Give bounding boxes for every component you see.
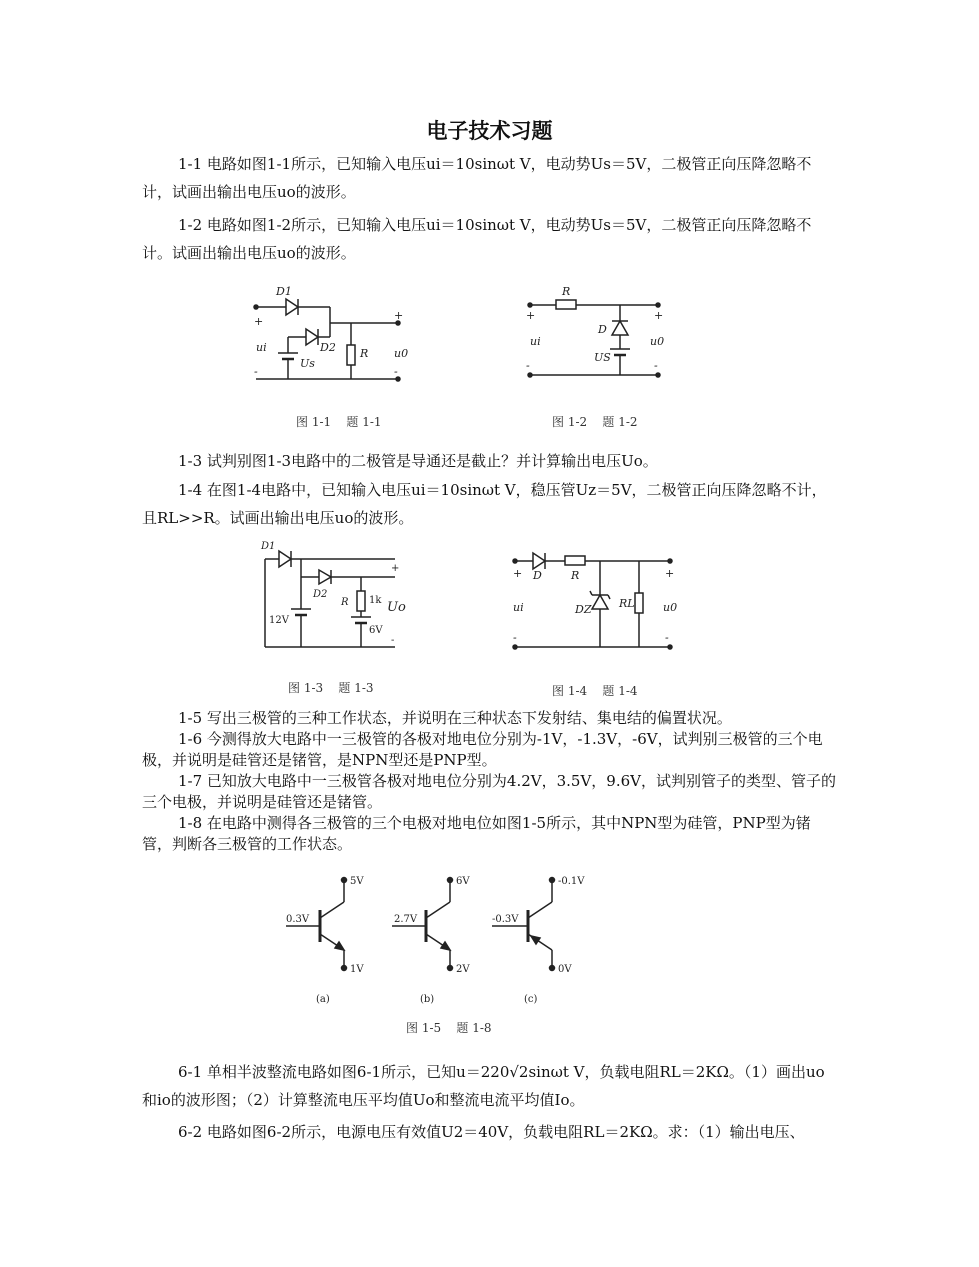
label-c-collector: -0.1V <box>558 876 585 887</box>
label-dz: DZ <box>575 603 592 616</box>
label-a-tag: (a) <box>316 994 330 1005</box>
label-b-collector: 6V <box>456 876 470 887</box>
problem-1-3: 1-3 试判别图1-3电路中的二极管是导通还是截止？并计算输出电压Uo。 <box>178 452 658 470</box>
label-a-base: 0.3V <box>286 914 310 925</box>
label-c-base: -0.3V <box>492 914 519 925</box>
figure-1-5 <box>280 868 600 1008</box>
label-a-emitter: 1V <box>350 964 364 975</box>
label-c-emitter: 0V <box>558 964 572 975</box>
label-d2: D2 <box>313 589 328 600</box>
figure-1-3 <box>255 535 415 660</box>
label-d2: D2 <box>320 341 336 354</box>
label-plus: + <box>665 567 675 580</box>
caption-fig-1-3: 图 1-3 题 1-3 <box>288 681 374 695</box>
caption-fig-1-1: 图 1-1 题 1-1 <box>296 415 382 429</box>
label-6v: 6V <box>369 625 383 636</box>
label-r: R <box>341 597 349 608</box>
label-minus: - <box>513 631 517 644</box>
label-plus: + <box>513 567 523 580</box>
label-d: D <box>533 569 542 582</box>
problem-1-4: 1-4 在图1-4电路中，已知输入电压ui＝10sinωt V，稳压管Uz＝5V，二极管正向压降忽略不计，且RL>>R。试画出输出电压uo的波形。 <box>142 481 827 527</box>
problem-1-7: 1-7 已知放大电路中一三极管各极对地电位分别为4.2V，3.5V，9.6V，试判别管子的类型、管子的三个电极，并说明是硅管还是锗管。 <box>142 772 836 811</box>
label-ui: ui <box>530 335 541 348</box>
label-r: R <box>360 347 369 360</box>
label-d1: D1 <box>276 285 292 298</box>
label-us: Us <box>300 357 315 370</box>
problem-1-8: 1-8 在电路中测得各三极管的三个电极对地电位如图1-5所示，其中NPN型为硅管，PNP型为锗管，判断各三极管的工作状态。 <box>142 814 811 853</box>
label-us: US <box>594 351 611 364</box>
label-rl: RL <box>619 597 635 610</box>
label-uo: u0 <box>663 601 678 614</box>
label-b-base: 2.7V <box>394 914 418 925</box>
label-b-emitter: 2V <box>456 964 470 975</box>
problem-1-1: 1-1 电路如图1-1所示，已知输入电压ui＝10sinωt V，电动势Us＝5V，二极管正向压降忽略不计，试画出输出电压uo的波形。 <box>142 155 812 201</box>
label-d: D <box>598 323 607 336</box>
label-b-tag: (b) <box>420 994 435 1005</box>
label-uo: u0 <box>650 335 665 348</box>
label-plus: + <box>394 309 404 322</box>
label-ui: ui <box>256 341 267 354</box>
caption-fig-1-4: 图 1-4 题 1-4 <box>552 684 638 698</box>
caption-fig-1-5: 图 1-5 题 1-8 <box>406 1021 492 1035</box>
label-1k: 1k <box>369 595 382 606</box>
label-minus: - <box>391 635 395 646</box>
label-minus: - <box>394 365 398 378</box>
label-r: R <box>571 569 580 582</box>
label-minus: - <box>526 359 530 372</box>
problem-1-6: 1-6 今测得放大电路中一三极管的各极对地电位分别为-1V，-1.3V，-6V，试判别三极管的三个电极，并说明是硅管还是锗管，是NPN型还是PNP型。 <box>142 730 823 769</box>
label-c-tag: (c) <box>524 994 538 1005</box>
label-a-collector: 5V <box>350 876 364 887</box>
caption-fig-1-2: 图 1-2 题 1-2 <box>552 415 638 429</box>
label-d1: D1 <box>261 541 276 552</box>
label-uo: Uo <box>387 600 406 615</box>
figure-1-1 <box>248 283 418 388</box>
problem-6-2: 6-2 电路如图6-2所示，电源电压有效值U2＝40V，负载电阻RL＝2KΩ。求：（1）输出电压、 <box>178 1123 805 1141</box>
label-minus: - <box>665 631 669 644</box>
figure-1-2 <box>520 283 670 383</box>
label-minus: - <box>654 359 658 372</box>
figure-1-4 <box>505 545 685 660</box>
label-plus: + <box>391 563 400 574</box>
label-plus: + <box>654 309 664 322</box>
label-ui: ui <box>513 601 524 614</box>
problem-1-5: 1-5 写出三极管的三种工作状态，并说明在三种状态下发射结、集电结的偏置状况。 <box>178 709 732 727</box>
problem-1-2: 1-2 电路如图1-2所示，已知输入电压ui＝10sinωt V，电动势Us＝5V，二极管正向压降忽略不计。试画出输出电压uo的波形。 <box>142 216 812 262</box>
label-plus: + <box>526 309 536 322</box>
problem-6-1: 6-1 单相半波整流电路如图6-1所示，已知u＝220√2sinωt V，负载电阻RL＝2KΩ。（1）画出uo和io的波形图；（2）计算整流电压平均值Uo和整流电流平均值Io。 <box>142 1063 825 1109</box>
label-minus: - <box>254 365 258 378</box>
label-plus: + <box>254 315 264 328</box>
label-12v: 12V <box>269 615 289 626</box>
label-uo: u0 <box>394 347 409 360</box>
page-title: 电子技术习题 <box>426 119 553 143</box>
label-r: R <box>562 285 571 298</box>
